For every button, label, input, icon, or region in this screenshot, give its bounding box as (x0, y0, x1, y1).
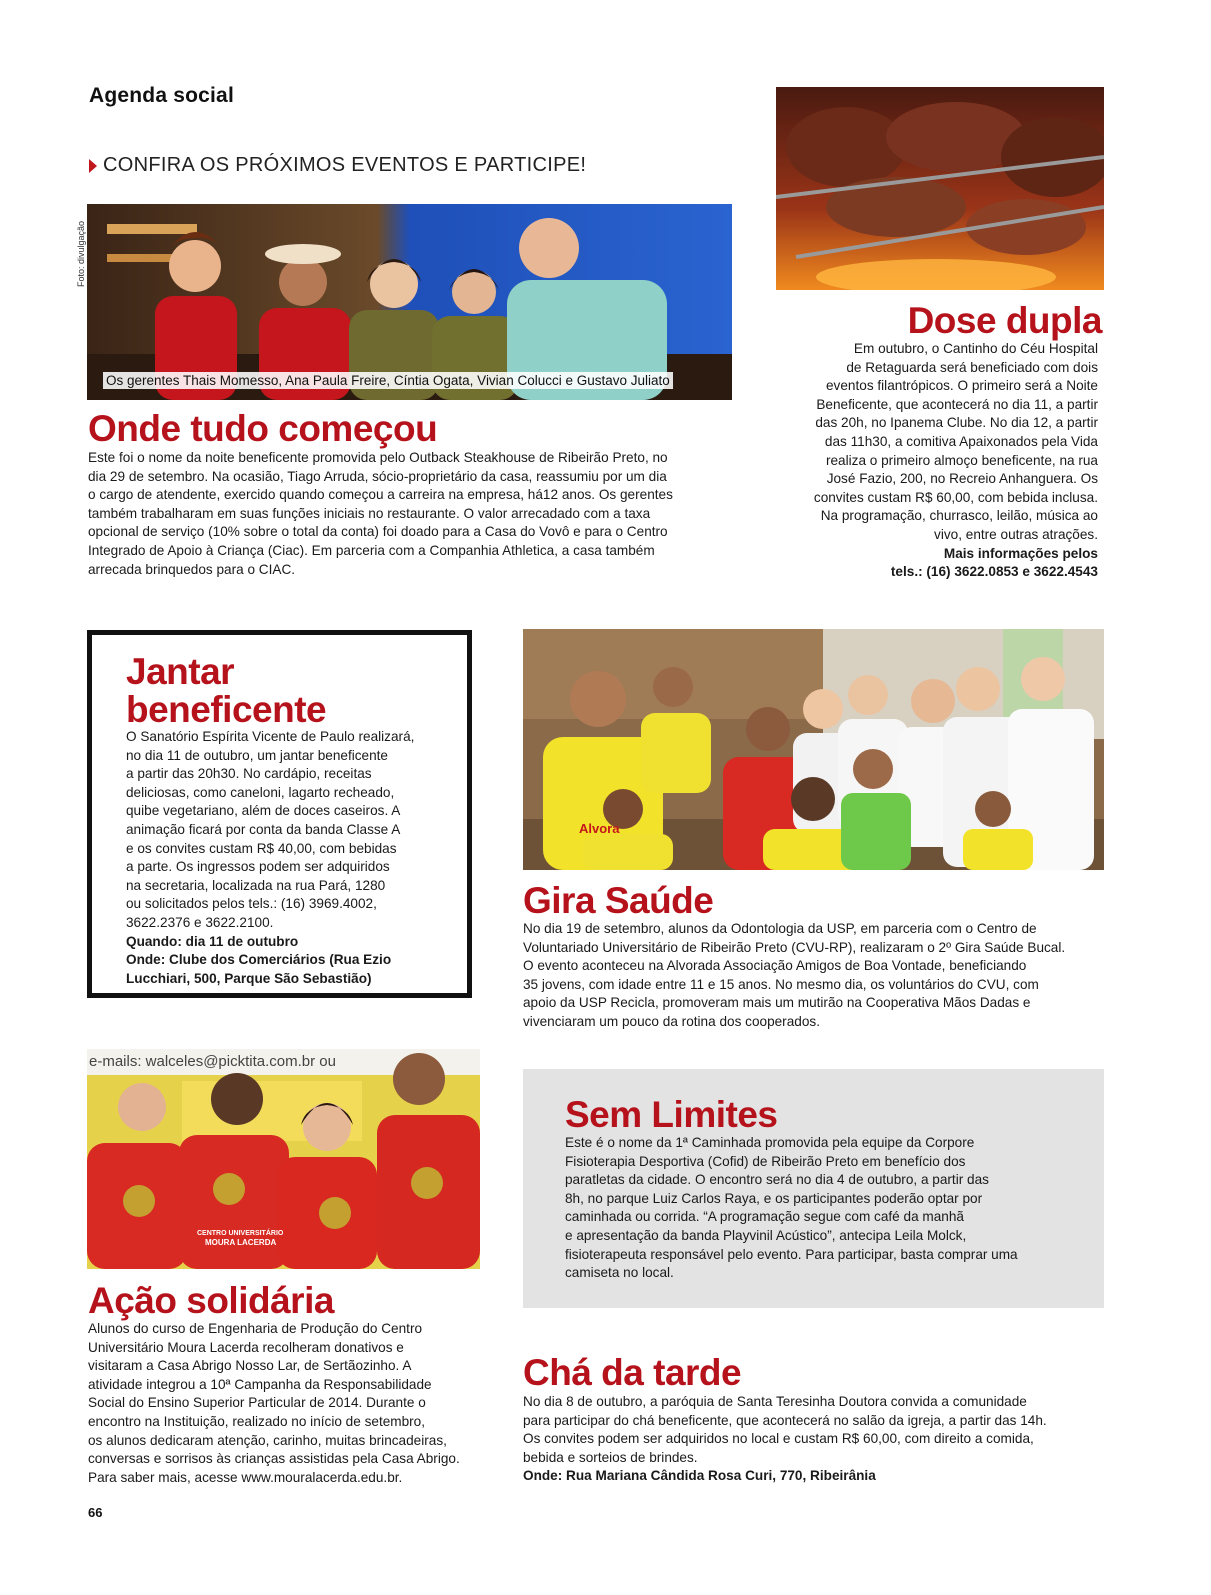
shirt-text-line-1: CENTRO UNIVERSITÁRIO (197, 1230, 284, 1237)
text-line: ou solicitados pelos tels.: (16) 3969.4002, (126, 896, 377, 912)
text-line: Integrado de Apoio à Criança (Ciac). Em parceria com a Companhia Athletica, a casa também (88, 542, 655, 558)
text-line: no dia 11 de outubro, um jantar beneficente (126, 747, 388, 763)
photo-managers (87, 204, 732, 400)
bold-line: Onde: Rua Mariana Cândida Rosa Curi, 770, Ribeirânia (523, 1468, 876, 1484)
kicker (89, 154, 586, 177)
text-line: o cargo de atendente, exercido quando começou a carreira na empresa, há12 anos. Os gerentes (88, 487, 673, 503)
text-line: caminhada ou corrida. “A programação segue com café da manhã (565, 1209, 964, 1225)
bold-line: tels.: (16) 3622.0853 e 3622.4543 (890, 564, 1098, 580)
text-line: deliciosas, como caneloni, lagarto recheado, (126, 784, 395, 800)
text-line: Alunos do curso de Engenharia de Produção do Centro (88, 1321, 423, 1336)
text-line: realiza o primeiro almoço beneficente, na rua (825, 452, 1098, 468)
text-line: arrecada brinquedos para o CIAC. (88, 561, 296, 577)
headline-line: beneficente (126, 689, 327, 730)
bold-line: Onde: Clube dos Comerciários (Rua Ezio (126, 952, 392, 968)
text-line: e os convites custam R$ 40,00, com bebidas (126, 840, 397, 856)
text-line: atividade integrou a 10ª Campanha da Responsabilidade (88, 1376, 432, 1392)
shirt-text-line-2: MOURA LACERDA (205, 1238, 277, 1247)
photo-managers-illustration (87, 204, 732, 400)
text-line: a partir das 20h30. No cardápio, receitas (126, 766, 372, 782)
headline-sem-limites: Sem Limites (565, 1094, 778, 1135)
text-line: bebida e sorteios de brindes. (523, 1449, 698, 1465)
section-label: Agenda social (89, 84, 234, 107)
text-line: No dia 8 de outubro, a paróquia de Santa Teresinha Doutora convida a comunidade (523, 1394, 1027, 1409)
text-line: Social do Ensino Superior Particular de 2014. Durante o (88, 1395, 426, 1411)
headline-onde-tudo-comecou: Onde tudo começou (88, 408, 438, 449)
kicker-text: CONFIRA OS PRÓXIMOS EVENTOS E PARTICIPE! (103, 154, 587, 176)
text-line: opcional de serviço (10% sobre o total da conta) foi doado para a Casa do Vovô e para o Centro (88, 524, 668, 540)
text-line: Este foi o nome da noite beneficente promovida pelo Outback Steakhouse de Ribeirão Preto, no (88, 450, 668, 465)
bold-line: Mais informações pelos (943, 545, 1098, 561)
triangle-bullet-icon (89, 159, 97, 173)
text-line: 3622.2376 e 3622.2100. (126, 914, 274, 930)
text-line: Beneficente, que acontecerá no dia 11, a partir (816, 396, 1098, 412)
text-line: fisioterapeuta responsável pelo evento. Para participar, basta comprar uma (565, 1246, 1018, 1262)
body-jantar-beneficente (126, 728, 456, 988)
body-dose-dupla (776, 340, 1098, 582)
text-line: Os convites podem ser adquiridos no local e custam R$ 60,00, com direito a comida, (523, 1431, 1034, 1447)
text-line: Universitário Moura Lacerda recolheram donativos e (88, 1339, 404, 1355)
headline-line: Jantar (126, 651, 235, 692)
body-acao-solidaria (88, 1320, 488, 1487)
text-line: visitaram a Casa Abrigo Nosso Lar, de Sertãozinho. A (88, 1358, 412, 1374)
text-line: de Retaguarda será beneficiado com dois (846, 359, 1098, 375)
headline-acao-solidaria: Ação solidária (88, 1280, 334, 1321)
headline-dose-dupla: Dose dupla (907, 300, 1102, 341)
text-line: conversas e sorrisos às crianças assistidas pela Casa Abrigo. (88, 1451, 460, 1467)
photo-credit: Foto: divulgação (76, 220, 86, 287)
body-onde-tudo-comecou (88, 449, 728, 579)
photo-barbecue-illustration (776, 87, 1104, 290)
text-line: Este é o nome da 1ª Caminhada promovida pela equipe da Corpore (565, 1135, 975, 1150)
photo-banner-text: e-mails: walceles@picktita.com.br ou (89, 1053, 336, 1070)
text-line: Fisioterapia Desportiva (Cofid) de Ribeirão Preto em benefício dos (565, 1153, 966, 1169)
text-line: também trabalharam em suas funções iniciais no restaurante. O valor arrecadado com a taxa (88, 505, 651, 521)
text-line: paratletas da cidade. O encontro será no dia 4 de outubro, a partir das (565, 1172, 989, 1188)
headline-jantar-beneficente (126, 653, 326, 729)
photo-acao-solidaria (87, 1049, 480, 1269)
text-line: Na programação, churrasco, leilão, música ao (820, 508, 1098, 524)
shirt-text-alvorada: Alvora (579, 821, 620, 836)
text-line: das 20h, no Ipanema Clube. No dia 12, a partir (815, 415, 1098, 431)
photo-gira-saude (523, 629, 1104, 870)
headline-cha-da-tarde: Chá da tarde (523, 1352, 742, 1393)
text-line: vivenciaram um pouco da rotina dos cooperados. (523, 1013, 820, 1029)
text-line: O evento aconteceu na Alvorada Associação Amigos de Boa Vontade, beneficiando (523, 958, 1027, 974)
page-number: 66 (88, 1505, 103, 1520)
text-line: camiseta no local. (565, 1265, 674, 1281)
bold-line: Lucchiari, 500, Parque São Sebastião) (126, 970, 372, 986)
photo-acao-solidaria-illustration (87, 1049, 480, 1269)
text-line: dia 29 de setembro. Na ocasião, Tiago Arruda, sócio-proprietário da casa, reassumiu por um dia (88, 468, 667, 484)
body-sem-limites (565, 1134, 1085, 1283)
photo-caption: Os gerentes Thais Momesso, Ana Paula Freire, Cíntia Ogata, Vivian Colucci e Gustavo Juliato (103, 372, 673, 389)
text-line: animação ficará por conta da banda Classe A (126, 821, 401, 837)
text-line: eventos filantrópicos. O primeiro será a Noite (826, 378, 1098, 394)
text-line: encontro na Instituição, realizado no início de setembro, (88, 1413, 426, 1429)
text-line: na secretaria, localizada na rua Pará, 1280 (126, 877, 386, 893)
text-line: a parte. Os ingressos podem ser adquiridos (126, 859, 390, 875)
text-line: das 11h30, a comitiva Apaixonados pela Vida (824, 433, 1098, 449)
text-line: O Sanatório Espírita Vicente de Paulo realizará, (126, 729, 415, 744)
text-line: Para saber mais, acesse www.mouralacerda.edu.br. (88, 1469, 403, 1485)
text-line: os alunos dedicaram atenção, carinho, muitas brincadeiras, (88, 1432, 447, 1448)
text-line: Em outubro, o Cantinho do Céu Hospital (853, 341, 1098, 356)
text-line: convites custam R$ 60,00, com bebida inclusa. (813, 489, 1098, 505)
text-line: e apresentação da banda Playvinil Acústico”, antecipa Leila Molck, (565, 1227, 967, 1243)
body-cha-da-tarde (523, 1393, 1103, 1486)
headline-gira-saude: Gira Saúde (523, 880, 714, 921)
text-line: Voluntariado Universitário de Ribeirão Preto (CVU-RP), realizaram o 2º Gira Saúde Bucal. (523, 939, 1066, 955)
body-gira-saude (523, 920, 1103, 1032)
text-line: José Fazio, 200, no Recreio Anhanguera. Os (826, 471, 1098, 487)
text-line: apoio da USP Recicla, promoveram mais um mutirão na Cooperativa Mãos Dadas e (523, 995, 1031, 1011)
text-line: 35 jovens, com idade entre 11 e 15 anos. No mesmo dia, os voluntários do CVU, com (523, 976, 1039, 992)
photo-barbecue (776, 87, 1104, 290)
text-line: quibe vegetariano, além de doces caseiros. A (126, 803, 401, 819)
photo-gira-saude-illustration (523, 629, 1104, 870)
bold-line: Quando: dia 11 de outubro (126, 933, 299, 949)
text-line: 8h, no parque Luiz Carlos Raya, e os participantes poderão optar por (565, 1190, 983, 1206)
text-line: No dia 19 de setembro, alunos da Odontologia da USP, em parceria com o Centro de (523, 921, 1037, 936)
text-line: para participar do chá beneficente, que acontecerá no salão da igreja, a partir das 14h. (523, 1412, 1047, 1428)
text-line: vivo, entre outras atrações. (934, 526, 1098, 542)
